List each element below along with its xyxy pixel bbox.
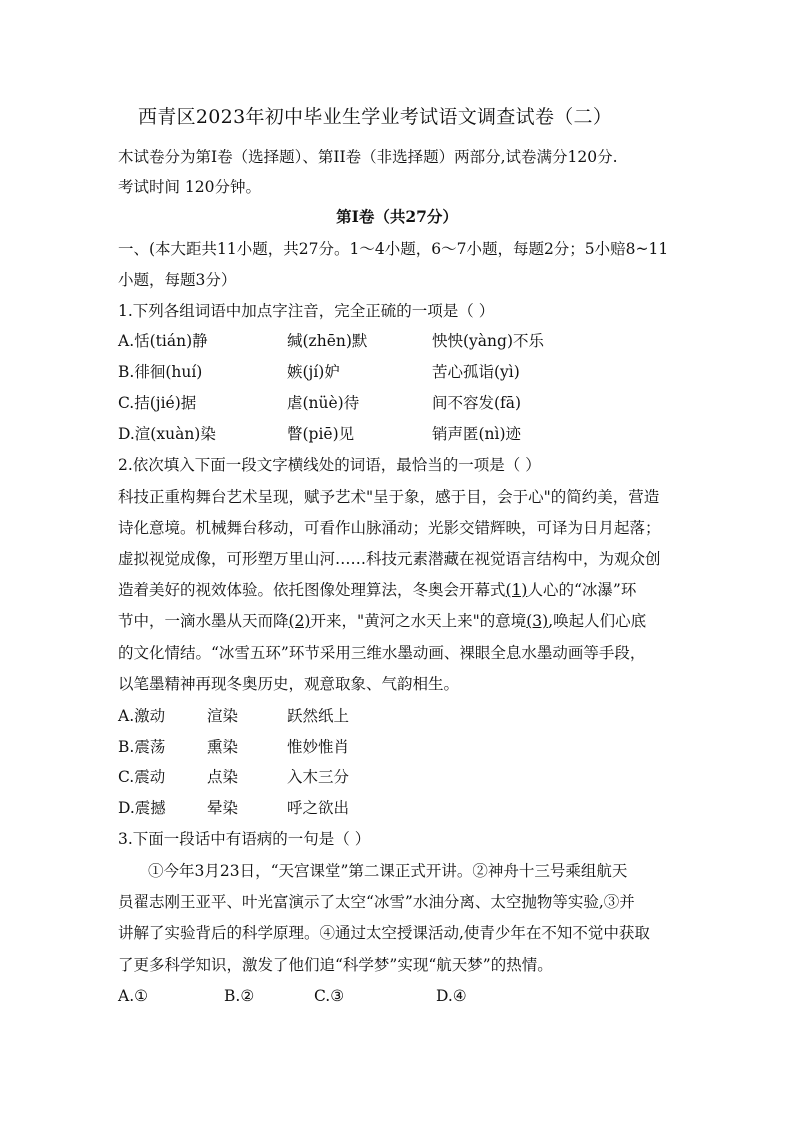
q3-passage-line: 员翟志刚王亚平、叶光富演示了太空“冰雪”水油分离、太空抛物等实验,③并 [118,893,635,911]
q2-passage-line [118,611,646,631]
q1-option-text: A.恬(tián)静 [118,332,208,350]
part1-instruction-2: 小题，每题3分） [118,271,237,289]
q1-option-text: 虐(nüè)待 [287,394,360,412]
q2-blank-2: (2) [288,612,311,630]
q2-passage-line: 诗化意境。机械舞台移动，可看作山脉涌动；光影交错辉映，可译为日月起落； [118,519,661,537]
q2-text: 开来，"黄河之水天上来"的意境 [310,612,527,630]
q2-passage-line: 虚拟视觉成像，可形塑万里山河……科技元素潜藏在视觉语言结构中，为观众创 [118,550,661,568]
q2-blank-3: (3) [526,612,549,630]
q2-option-text: 熏染 [207,738,239,756]
q3-passage-line: ①今年3月23日，“天宫课堂”第二课正式开讲。②神舟十三号乘组航天 [148,862,628,880]
q2-option-text: C.震动 [118,768,166,786]
intro-line-1: 木试卷分为第I卷（选择题）、第II卷（非选择题）两部分,试卷满分120分. [118,148,618,166]
q2-option-text: 惟妙惟肖 [287,738,350,756]
q1-option-text: D.渲(xuàn)染 [118,425,216,443]
q3-stem: 3.下面一段话中有语病的一句是（ ） [118,830,371,848]
q2-option-text: 点染 [207,768,239,786]
q2-option-text: B.震荡 [118,738,166,756]
q1-option-text: 怏怏(yàng)不乐 [432,332,544,350]
q1-stem: 1.下列各组词语中加点字注音，完全正硫的一项是（ ） [118,302,495,320]
q1-option-text: 间不容发(fā) [432,394,522,412]
q2-text: 节中，一滴水墨从天而降 [118,612,289,630]
q2-passage-line: 科技正重构舞台艺术呈现，赋予艺术"呈于象，感于目，会于心"的简约美，营造 [118,488,660,506]
q2-option-text: 入木三分 [287,768,350,786]
q2-option-text: 渲染 [207,707,239,725]
q3-option-c: C.③ [314,987,345,1005]
q2-option-text: 跃然纸上 [287,707,350,725]
part1-instruction-1: 一、(本大距共11小题，共27分。1～4小题，6～7小题，每题2分；5小赔8~11 [118,240,669,258]
q1-option-text: 嫉(jí)妒 [287,363,340,381]
exam-title: 西青区2023年初中毕业生学业考试语文调查试卷（二） [138,106,613,128]
q1-option-text: B.徘徊(huí) [118,363,203,381]
q1-option-text: 销声匿(nì)迹 [432,425,522,443]
intro-line-2: 考试时间 120分钟。 [118,178,262,196]
q3-passage-line: 了更多科学知识，激发了他们追“科学梦”实现“航天梦”的热情。 [118,956,553,974]
q1-option-text: 苦心孤诣(yì) [432,363,520,381]
q2-text: 人心的“冰瀑”环 [527,581,637,599]
q3-option-a: A.① [118,987,149,1005]
q2-stem: 2.依次填入下面一段文字横线处的词语，最恰当的一项是（ ） [118,456,541,474]
q2-text: ,唤起人们心底 [548,612,647,630]
q2-blank-1: (1) [505,581,528,599]
q2-option-text: D.震撼 [118,799,166,817]
q2-passage-line: 的文化情结。“冰雪五环”环节采用三维水墨动画、裸眼全息水墨动画等手段， [118,644,646,662]
q2-passage-line [118,580,636,600]
q1-option-text: 缄(zhēn)默 [287,332,368,350]
q2-text: 造着美好的视效体验。依托图像处理算法，冬奥会开幕式 [118,581,506,599]
q2-option-text: A.激动 [118,707,166,725]
q3-passage-line: 讲解了实验背后的科学原理。④通过太空授课活动,使青少年在不知不觉中获取 [118,924,650,942]
q3-option-d: D.④ [436,987,467,1005]
q2-passage-line: 以笔墨精神再现冬奥历史，观意取象、气韵相生。 [118,675,460,693]
q2-option-text: 晕染 [207,799,239,817]
q1-option-text: C.拮(jié)据 [118,394,197,412]
q2-option-text: 呼之欲出 [287,799,350,817]
q1-option-text: 瞥(piē)见 [287,425,355,443]
q3-option-b: B.② [224,987,255,1005]
section-title: 第Ⅰ卷（共27分） [336,207,458,226]
